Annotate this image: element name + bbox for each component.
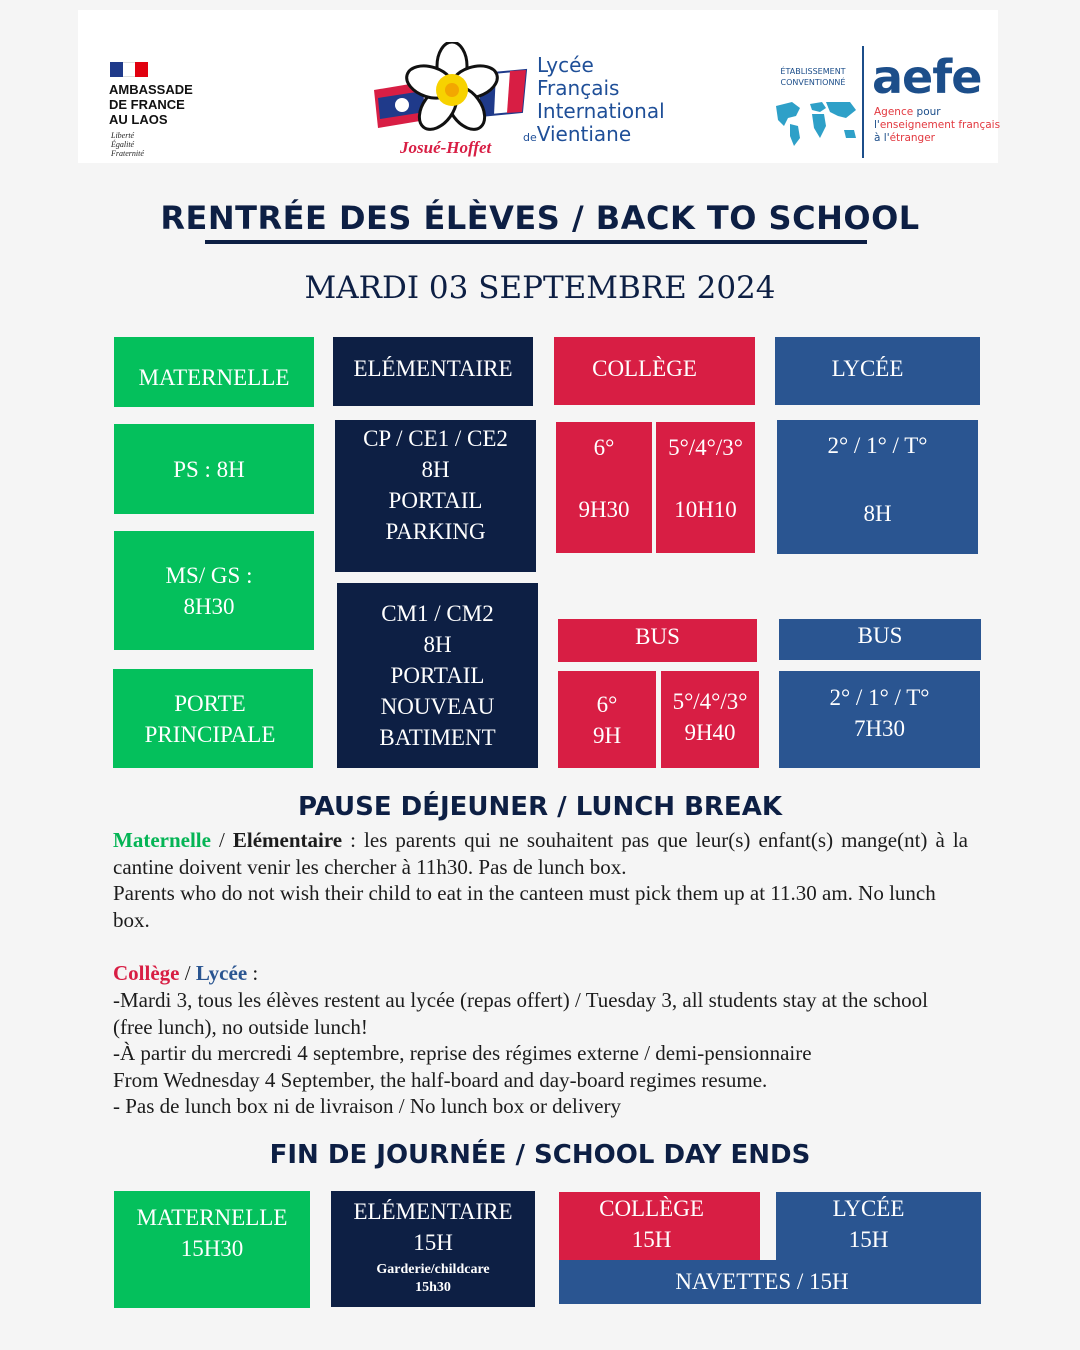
aefe-etranger: étranger	[889, 132, 936, 144]
aefe-enseignement: enseignement français	[879, 119, 1001, 131]
ambassade-line: AU LAOS	[109, 112, 168, 127]
time-label: 8H	[863, 501, 892, 526]
end-lycee	[776, 1192, 981, 1260]
devise-line: Égalité	[111, 140, 135, 149]
aefe-conventionne: CONVENTIONNÉ	[780, 78, 846, 87]
maternelle-label: Maternelle	[113, 828, 211, 852]
level-label: ELÉMENTAIRE	[353, 1199, 513, 1224]
class-label: 5°/4°/3°	[672, 688, 748, 714]
ambassade-logo	[108, 60, 238, 170]
college-label: Collège	[113, 961, 180, 985]
lycee-bus-header	[779, 619, 981, 660]
end-elementaire	[331, 1191, 535, 1307]
class-label: CP / CE1 / CE2	[363, 426, 508, 451]
lycee-name-line: International	[537, 99, 665, 123]
maternelle-porte	[113, 669, 313, 768]
josue-hoffet-label: Josué-Hoffet	[400, 138, 492, 157]
lycee-name-line: Vientiane	[536, 122, 632, 146]
elementaire-label: Elémentaire	[232, 828, 343, 852]
college-bus-header	[558, 619, 757, 662]
garderie-time: 15h30	[415, 1280, 451, 1295]
class-label: 6°	[596, 691, 618, 717]
aefe-agence: Agence	[874, 106, 914, 118]
ambassade-line: AMBASSADE	[109, 82, 193, 97]
aefe-apostrophe: l'	[874, 119, 880, 131]
aefe-pour: pour	[916, 106, 941, 118]
college-5-4-3	[656, 422, 755, 553]
time-label: 15H	[848, 1227, 889, 1252]
gate-label: PORTE	[174, 690, 246, 716]
lunch-maternelle-elementaire-text	[113, 827, 968, 880]
time-label: 8H30	[183, 593, 235, 619]
level-lycee	[775, 337, 980, 405]
gate-label: PORTAIL	[390, 663, 485, 688]
level-label: LYCÉE	[832, 1196, 905, 1221]
class-label: CM1 / CM2	[381, 601, 494, 626]
college-6	[556, 422, 652, 553]
end-maternelle	[114, 1191, 310, 1308]
separator: /	[210, 828, 233, 852]
aefe-conventionne: ÉTABLISSEMENT	[780, 67, 846, 76]
level-label: MATERNELLE	[138, 364, 290, 390]
college-bus-5-4-3	[661, 671, 759, 768]
time-label: 15H	[413, 1230, 453, 1255]
lycee-label: Lycée	[195, 961, 248, 985]
navettes-label: NAVETTES / 15H	[675, 1268, 849, 1294]
class-label: 5°/4°/3°	[668, 435, 743, 460]
lunch-line-2: -À partir du mercredi 4 septembre, reprise des régimes externe / demi-pensionnaire	[113, 1041, 812, 1065]
aefe-wordmark: aefe	[872, 50, 982, 104]
lunch-text-fr: : les parents qui ne souhaitent pas que leur(s) enfant(s) mange(nt) à la cantine doivent venir les chercher à 11h30. Pas de lunch box.	[113, 828, 968, 879]
time-label: 9H30	[578, 497, 630, 522]
lunch-text-en: Parents who do not wish their child to eat in the canteen must pick them up at 11.30 am. No lunch box.	[113, 881, 936, 932]
elementaire-cm	[337, 583, 538, 768]
page-title: RENTRÉE DES ÉLÈVES / BACK TO SCHOOL	[160, 199, 920, 237]
time-label: 8H	[423, 632, 452, 657]
world-map-icon	[770, 96, 860, 148]
time-label: 15H30	[180, 1236, 244, 1261]
devise-line: Fraternité	[111, 149, 144, 158]
level-label: MATERNELLE	[136, 1205, 288, 1230]
end-college	[559, 1192, 760, 1260]
college-bus-6	[558, 671, 656, 768]
devise-line: Liberté	[111, 131, 135, 140]
lycee-bus-time	[779, 671, 980, 768]
time-label: 9H	[592, 722, 622, 748]
end-navettes	[559, 1260, 981, 1304]
date-heading: MARDI 03 SEPTEMBRE 2024	[304, 270, 776, 306]
level-label: ELÉMENTAIRE	[353, 356, 513, 381]
level-elementaire	[333, 337, 533, 406]
elementaire-cp	[335, 420, 536, 572]
separator: /	[179, 961, 196, 985]
level-label: COLLÈGE	[592, 355, 697, 381]
gate-label: PRINCIPALE	[144, 721, 276, 747]
time-label: 9H40	[684, 719, 736, 745]
maternelle-ms-gs	[114, 531, 314, 650]
colon: :	[247, 961, 259, 985]
aefe-logo	[768, 44, 1001, 162]
lycee-de: de	[523, 131, 537, 144]
class-label: 2° / 1° / T°	[827, 433, 928, 458]
level-maternelle	[114, 337, 314, 407]
class-label: 2° / 1° / T°	[829, 684, 930, 710]
time-label: 10H10	[674, 497, 737, 522]
garderie-label: Garderie/childcare	[376, 1262, 490, 1277]
lycee-name-line: Lycée	[537, 53, 594, 77]
lycee-logo	[370, 42, 700, 164]
level-college	[554, 337, 755, 405]
lunch-heading: PAUSE DÉJEUNER / LUNCH BREAK	[298, 792, 782, 822]
maternelle-ps	[114, 424, 314, 514]
lunch-line-1: -Mardi 3, tous les élèves restent au lycée (repas offert) / Tuesday 3, all students stay at the school (free lunch), no outside lunch!	[113, 988, 928, 1039]
ambassade-line: DE FRANCE	[109, 97, 185, 112]
aefe-a-l: à l'	[874, 132, 890, 144]
time-label: 7H30	[853, 715, 906, 741]
gate-label: NOUVEAU	[380, 694, 495, 719]
gate-label: PORTAIL	[388, 488, 483, 513]
time-label: 15H	[631, 1227, 672, 1252]
bus-label: BUS	[857, 623, 903, 648]
level-label: LYCÉE	[831, 355, 904, 381]
title-underline	[205, 240, 867, 244]
time-label: MS/ GS :	[165, 562, 253, 588]
lycee-time	[777, 420, 978, 554]
gate-label: BATIMENT	[379, 725, 496, 750]
level-label: COLLÈGE	[599, 1196, 704, 1221]
class-label: 6°	[593, 435, 615, 460]
bus-label: BUS	[635, 624, 680, 649]
end-heading: FIN DE JOURNÉE / SCHOOL DAY ENDS	[269, 1140, 811, 1170]
lunch-line-4: - Pas de lunch box ni de livraison / No lunch box or delivery	[113, 1094, 621, 1118]
time-label: PS : 8H	[173, 456, 245, 482]
marianne-flag-icon	[110, 62, 148, 77]
college-lycee-label-line	[113, 960, 968, 987]
time-label: 8H	[421, 457, 450, 482]
gate-label: PARKING	[385, 519, 486, 544]
lycee-name-line: Français	[537, 76, 620, 100]
lunch-line-3: From Wednesday 4 September, the half-board and day-board regimes resume.	[113, 1068, 768, 1092]
